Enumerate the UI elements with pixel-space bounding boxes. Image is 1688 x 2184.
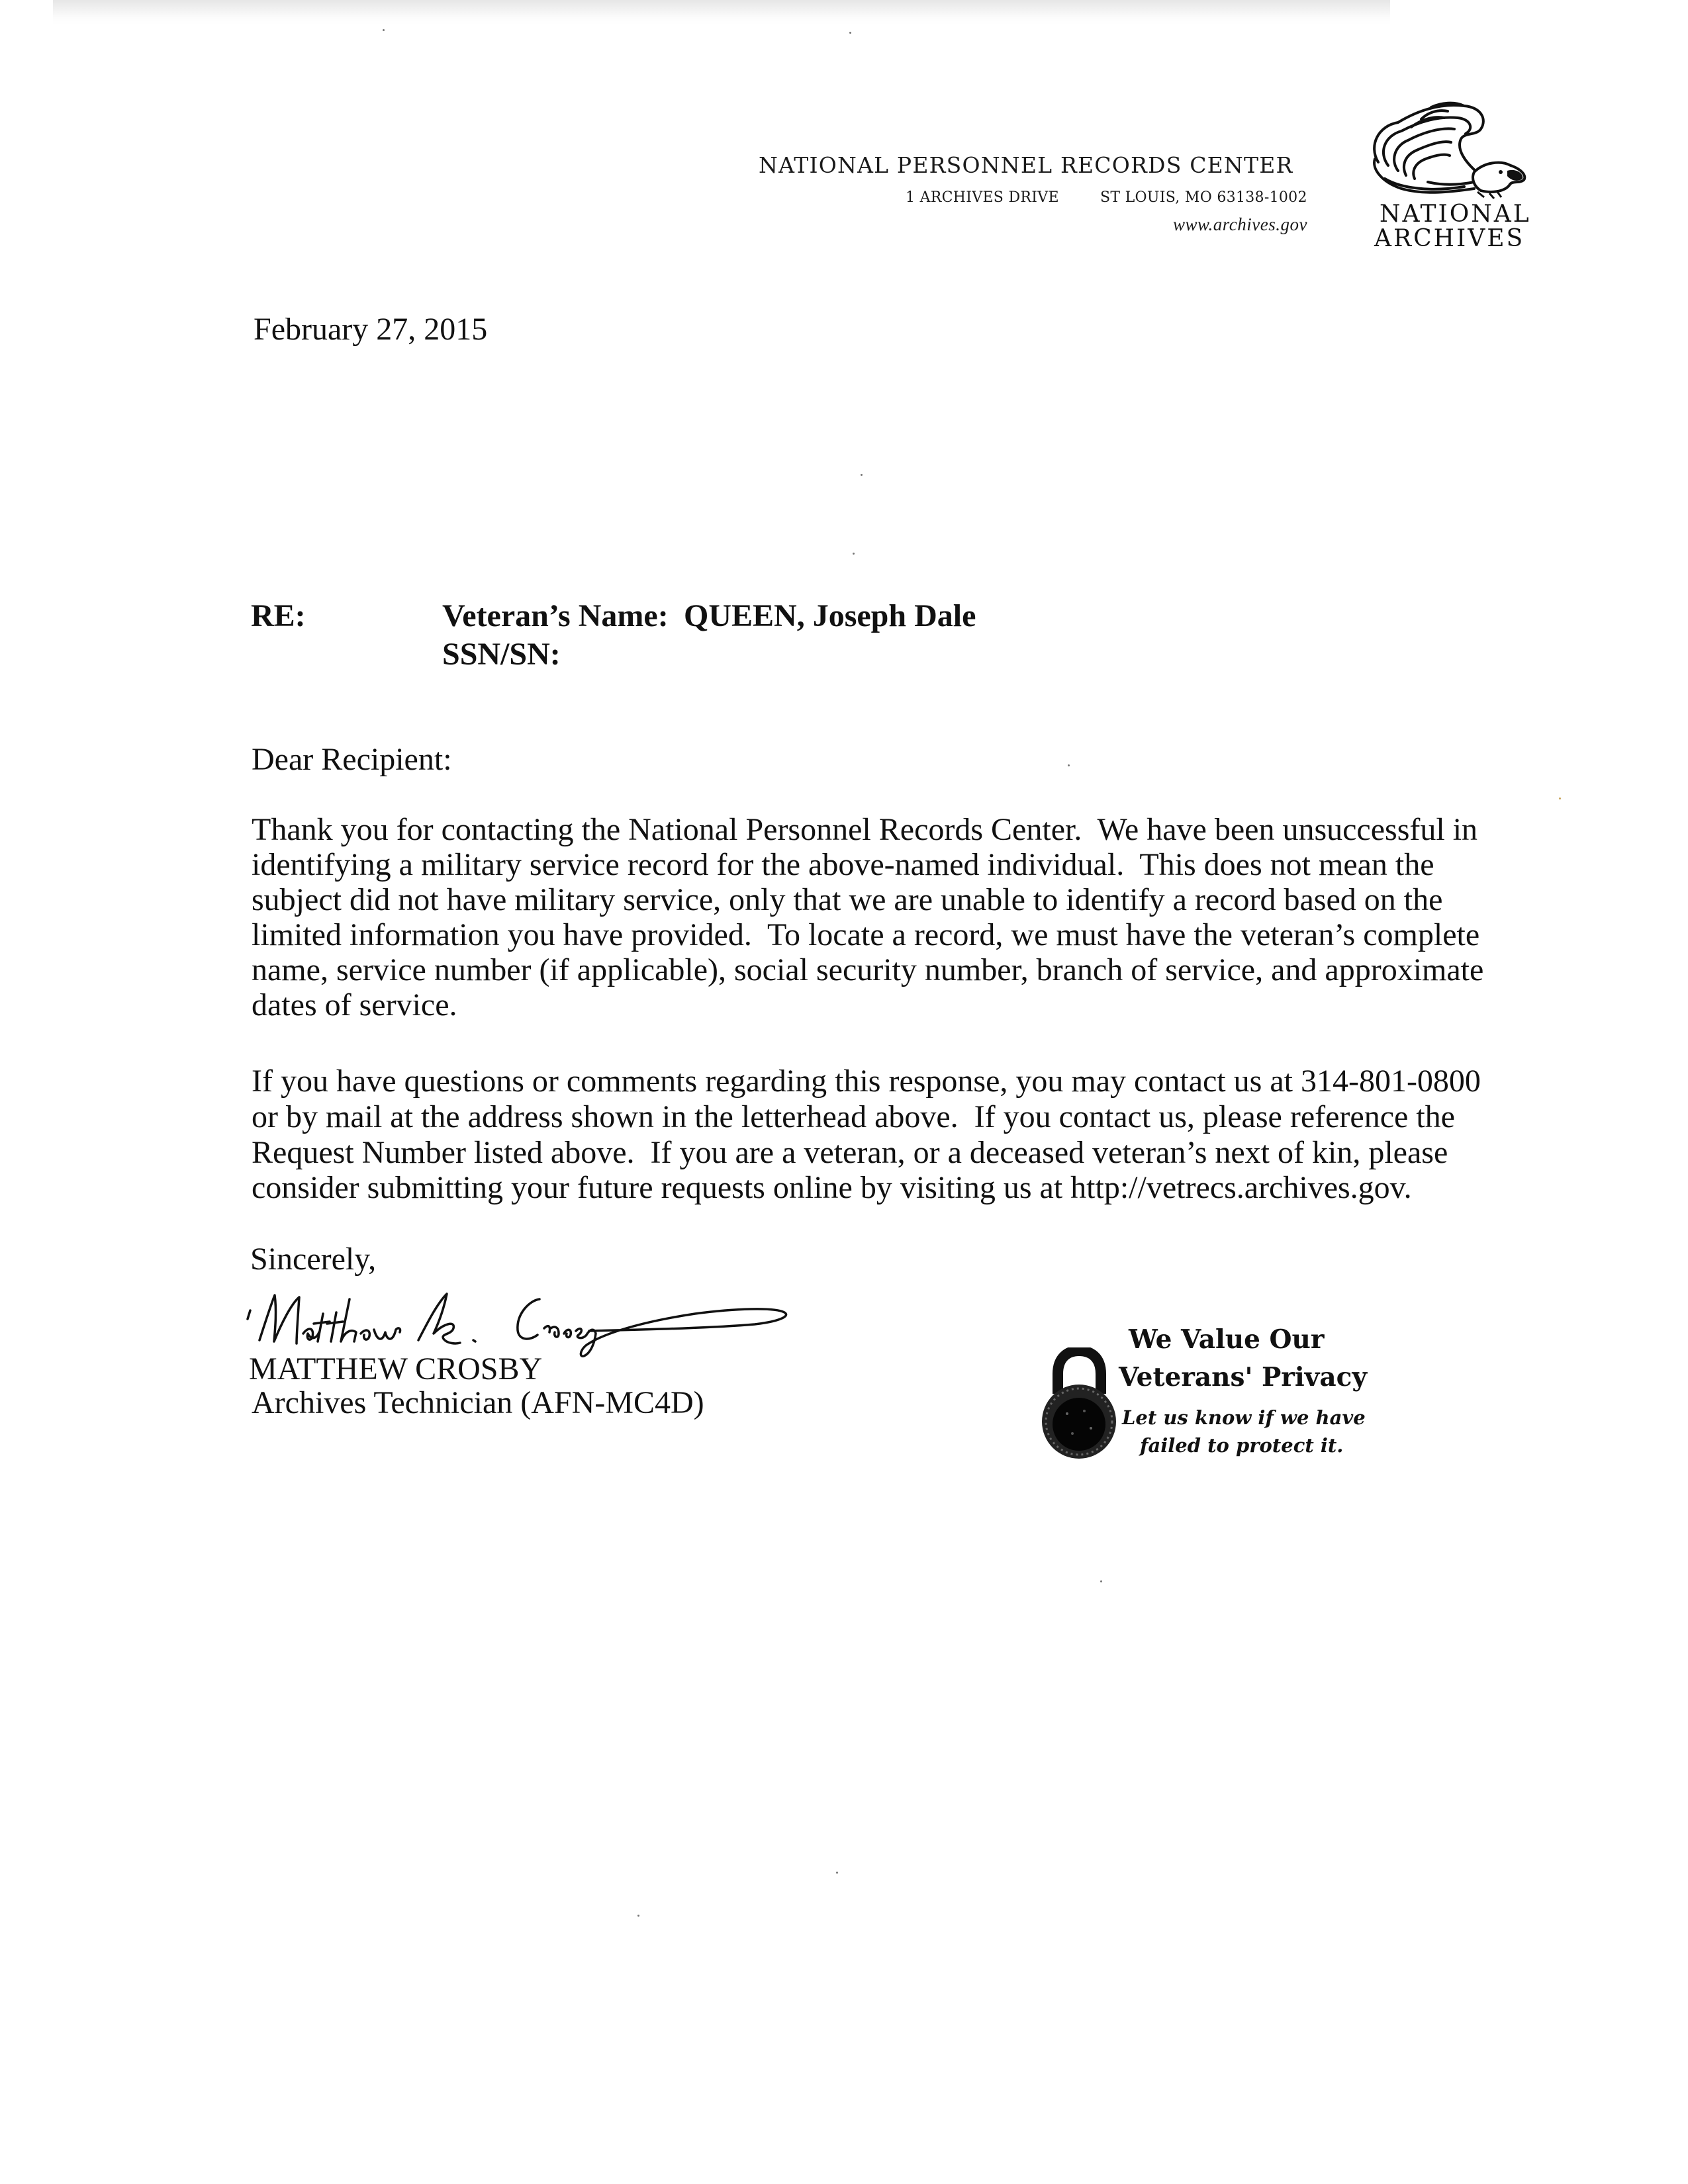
signer-title: Archives Technician (AFN-MC4D)	[252, 1385, 704, 1420]
paragraph-line: subject did not have military service, only that we are unable to identify a record based on the	[252, 882, 1443, 917]
letter-date: February 27, 2015	[254, 312, 488, 347]
national-archives-line2: ARCHIVES	[1374, 225, 1525, 252]
paragraph-line: If you have questions or comments regarding this response, you may contact us at 314-801-0800	[252, 1064, 1481, 1099]
scan-speck	[849, 32, 851, 34]
privacy-heading-line1: We Value Our	[1129, 1324, 1325, 1355]
padlock-icon	[1038, 1347, 1121, 1461]
organization-name: NATIONAL PERSONNEL RECORDS CENTER	[759, 152, 1293, 178]
signer-name: MATTHEW CROSBY	[249, 1351, 543, 1387]
paragraph-line: name, service number (if applicable), social security number, branch of service, and approximate	[252, 952, 1484, 987]
handwritten-signature	[245, 1287, 794, 1360]
street-address: 1 ARCHIVES DRIVE	[906, 189, 1059, 206]
ssn-label: SSN/SN:	[442, 637, 561, 672]
scan-speck	[853, 553, 855, 555]
veteran-name-value: QUEEN, Joseph Dale	[684, 598, 976, 633]
scan-speck	[861, 474, 863, 476]
closing: Sincerely,	[250, 1242, 377, 1277]
scan-speck	[836, 1872, 838, 1874]
city-state-zip: ST LOUIS, MO 63138-1002	[1100, 189, 1307, 206]
eagle-wing-logo-icon	[1365, 99, 1534, 202]
privacy-subtext-line2: failed to protect it.	[1140, 1434, 1344, 1457]
veteran-name-label: Veteran’s Name:	[442, 598, 669, 633]
scan-speck	[637, 1915, 639, 1917]
privacy-heading-line2: Veterans' Privacy	[1119, 1362, 1367, 1392]
scan-shadow	[53, 0, 1390, 25]
paragraph-line: Thank you for contacting the National Personnel Records Center. We have been unsuccessful in	[252, 812, 1478, 847]
website-url: www.archives.gov	[1173, 214, 1307, 234]
paragraph-line: consider submitting your future requests online by visiting us at http://vetrecs.archives.gov.	[252, 1170, 1412, 1205]
scan-speck	[383, 29, 385, 31]
paragraph-line: identifying a military service record for the above-named individual. This does not mean the	[252, 847, 1434, 882]
paragraph-line: limited information you have provided. To locate a record, we must have the veteran’s complete	[252, 917, 1480, 952]
scan-speck	[1068, 764, 1070, 766]
privacy-subtext-line1: Let us know if we have	[1122, 1406, 1366, 1429]
national-archives-line1: NATIONAL	[1380, 201, 1531, 228]
paragraph-line: or by mail at the address shown in the letterhead above. If you contact us, please reference the	[252, 1099, 1455, 1134]
paragraph-line: Request Number listed above. If you are a veteran, or a deceased veteran’s next of kin, please	[252, 1135, 1448, 1170]
salutation: Dear Recipient:	[252, 742, 452, 777]
scan-speck	[1559, 797, 1561, 799]
scan-speck	[1100, 1580, 1102, 1582]
paragraph-line: dates of service.	[252, 987, 457, 1023]
re-label: RE:	[251, 598, 306, 633]
